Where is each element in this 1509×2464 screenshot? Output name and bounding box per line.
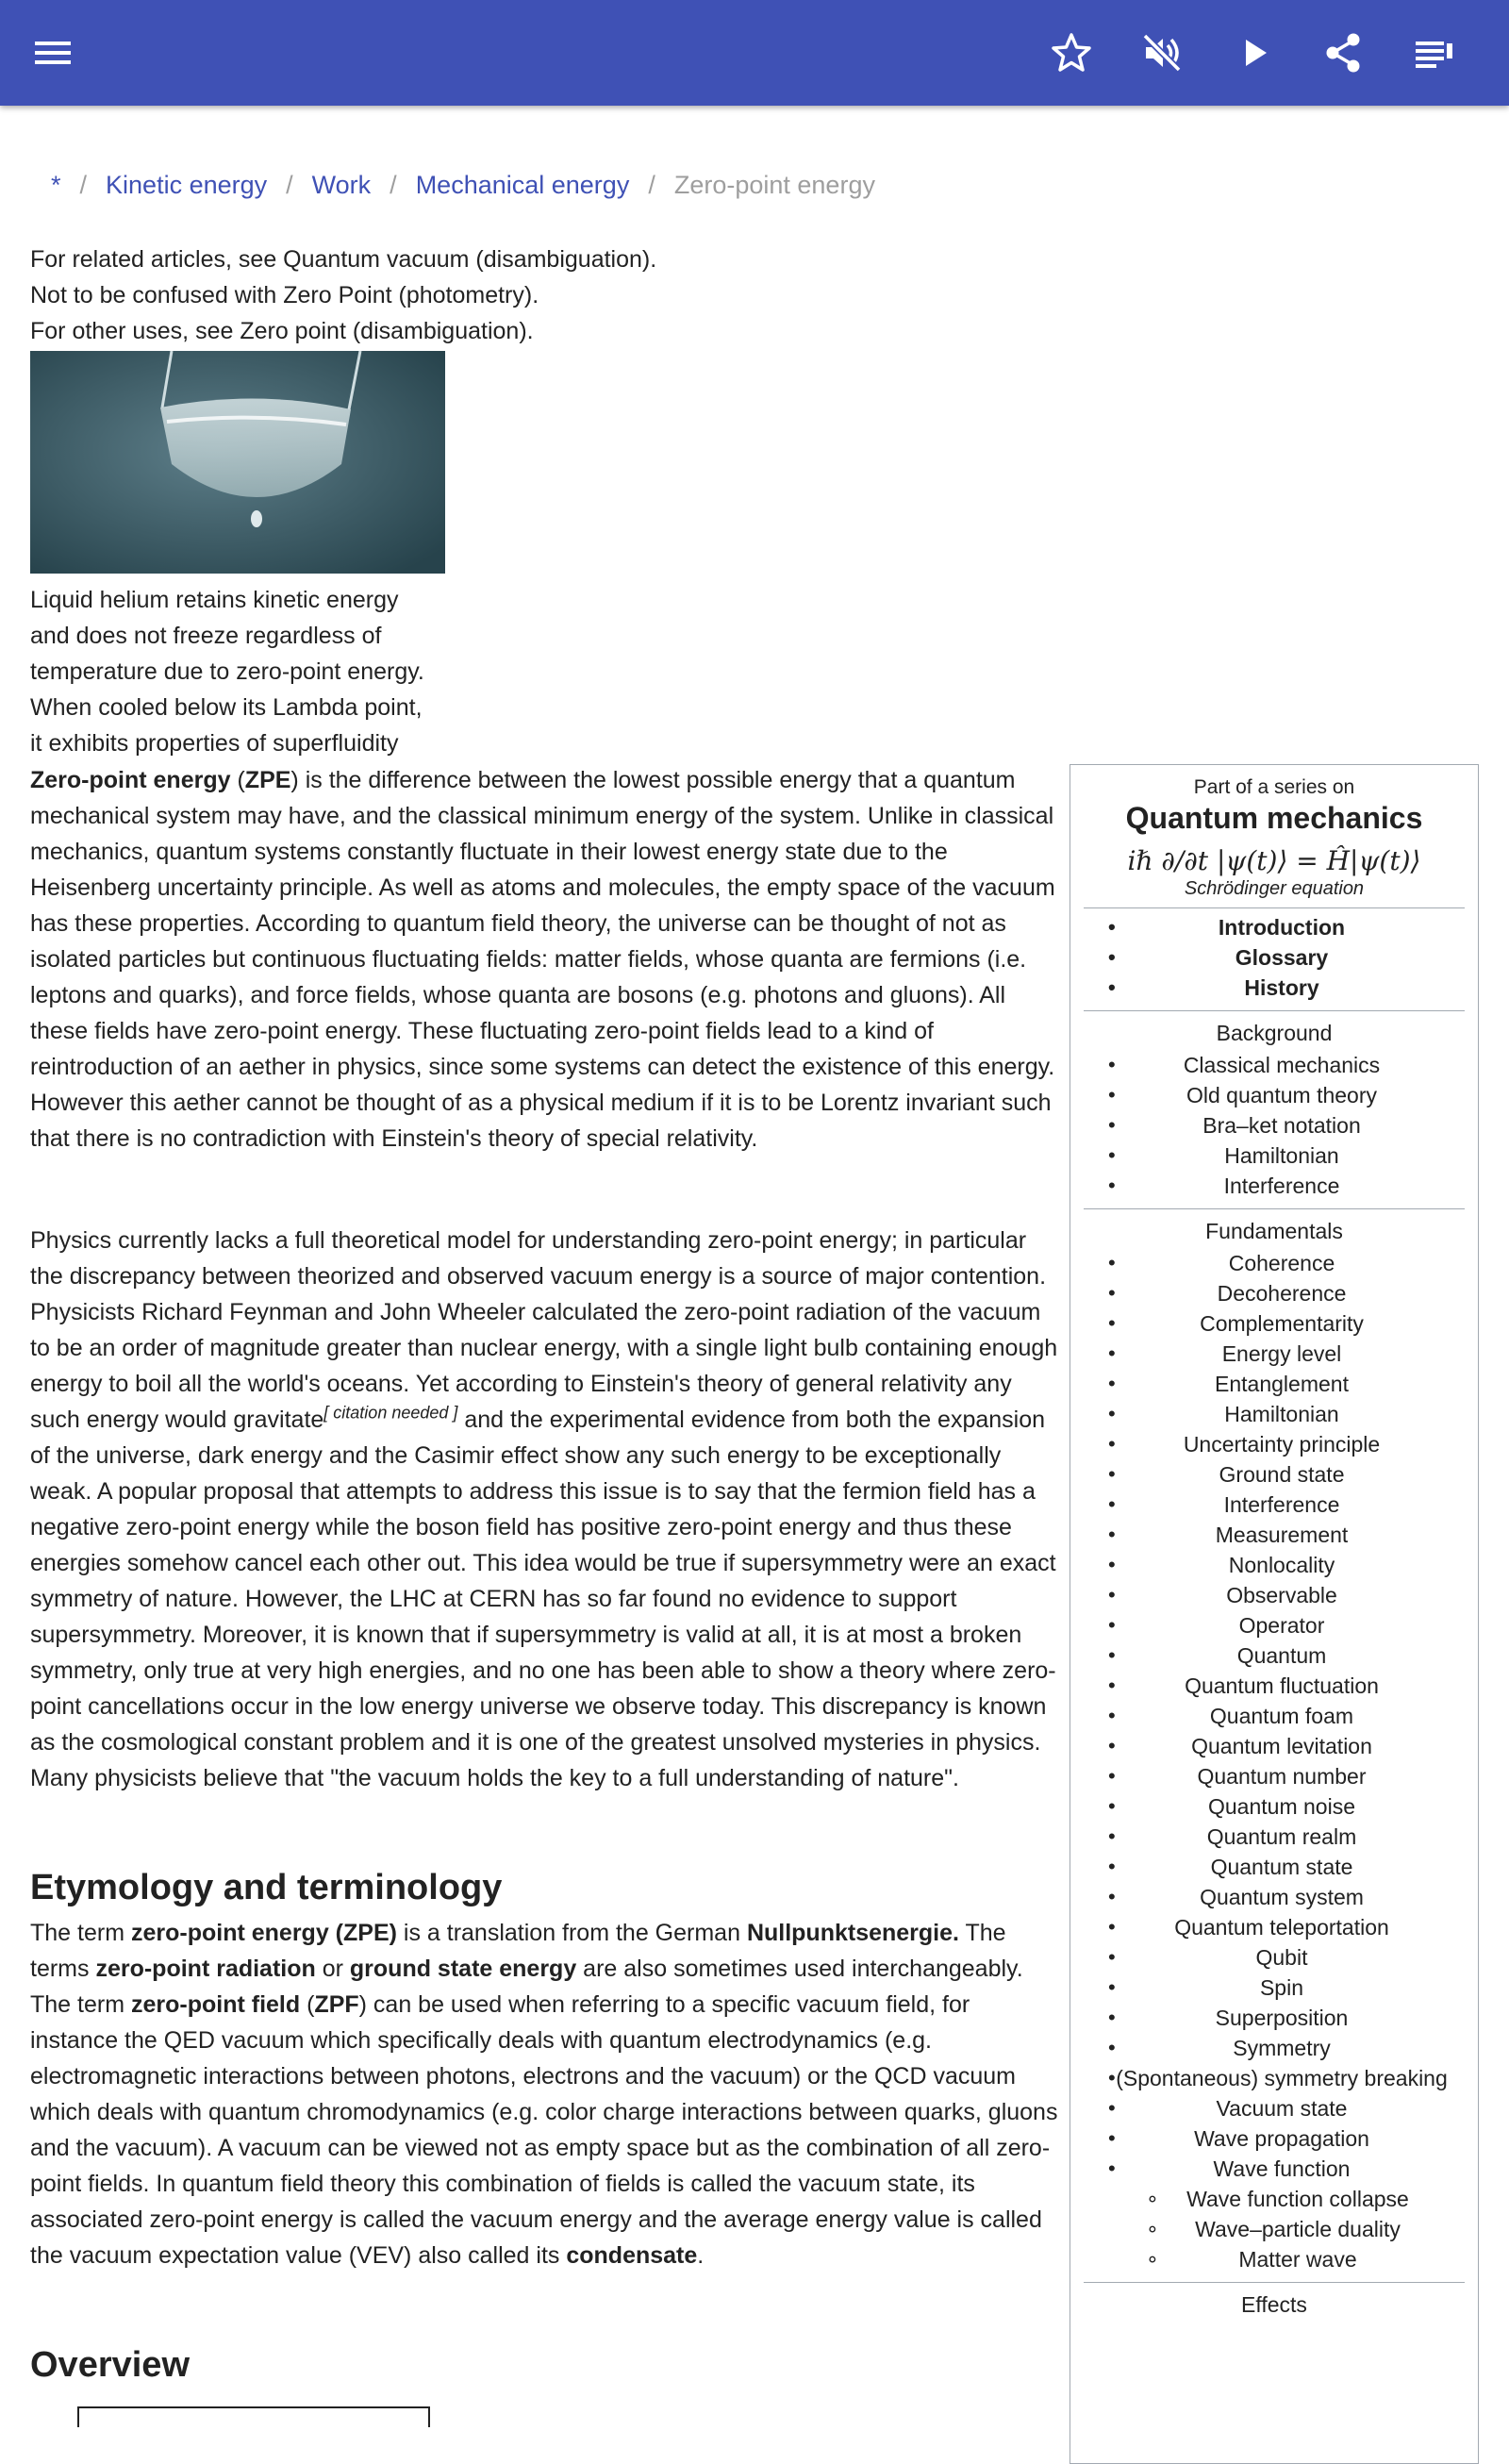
breadcrumb-home[interactable]: * — [51, 171, 61, 200]
sidebar-divider — [1084, 907, 1465, 908]
sidebar-divider — [1084, 1208, 1465, 1209]
sidebar-link[interactable]: • Quantum state — [1070, 1852, 1478, 1882]
breadcrumb-separator: / — [648, 171, 655, 200]
sidebar-link[interactable]: • Wave propagation — [1070, 2123, 1478, 2154]
etymology-text: The term — [30, 1920, 131, 1946]
etymology-text: is a translation from the German — [396, 1920, 747, 1946]
breadcrumb-item-kinetic-energy[interactable]: Kinetic energy — [106, 171, 268, 200]
hatnote-other-uses[interactable]: For other uses, see Zero point (disambiguation). — [30, 318, 534, 344]
sidebar-link[interactable]: • Decoherence — [1070, 1278, 1478, 1308]
hatnote-confused[interactable]: Not to be confused with Zero Point (photometry). — [30, 282, 539, 308]
sidebar-link[interactable]: • Old quantum theory — [1070, 1080, 1478, 1110]
etymology-text: ) can be used when referring to a specific vacuum field, for instance the QED vacuum which specifically deals with quantum electrodynamics (e.g. electromagnetic interactions between photons, electrons and the vacuum) or the QCD vacuum which deals with quantum chromodynamics (e.g. color charge interactions between quarks, gluons and the vacuum). A vacuum can be viewed not as empty space but as the combination of all zero-point fields. In quantum field theory this combination of fields is called the vacuum state, its associated zero-point energy is called the vacuum energy and the average energy value is called the vacuum expectation value (VEV) also called its — [30, 1991, 1058, 2269]
sidebar-top-links — [1070, 912, 1478, 1003]
sidebar-link[interactable]: • Classical mechanics — [1070, 1050, 1478, 1080]
sidebar-link[interactable]: • Quantum teleportation — [1070, 1912, 1478, 1942]
sidebar-link[interactable]: • Quantum foam — [1070, 1701, 1478, 1731]
sidebar-link[interactable]: • Uncertainty principle — [1070, 1429, 1478, 1459]
sidebar-fundamentals-list — [1070, 1248, 1478, 2274]
etymology-paragraph — [30, 1915, 1058, 2273]
sidebar-link[interactable]: • Hamiltonian — [1070, 1140, 1478, 1171]
sidebar-background-heading: Background — [1216, 1021, 1333, 1045]
etymology-heading: Etymology and terminology — [30, 1868, 503, 1907]
physics-text: and the experimental evidence from both the expansion of the universe, dark energy and the Casimir effect show any such energy to be exceptionally weak. A popular proposal that attempts to address this issue is to say that the fermion field has a negative zero-point energy while the boson field has positive zero-point energy and thus these energies somehow cancel each other out. This idea would be true if supersymmetry were an exact symmetry of nature. However, the LHC at CERN has so far found no evidence to support supersymmetry. Moreover, it is known that if supersymmetry is valid at all, it is at most a broken symmetry, only true at very high energies, and no one has been able to show a theory where zero-point cancellations occur in the low energy universe we observe today. This discrepancy is known as the cosmological constant problem and it is one of the greatest unsolved mysteries in physics. Many physicists believe that "the vacuum holds the key to a full understanding of nature". — [30, 1407, 1056, 1791]
caption-line: Liquid helium retains kinetic energy — [30, 587, 399, 613]
sidebar-link[interactable]: • Operator — [1070, 1610, 1478, 1640]
caption-line: When cooled below its Lambda point, — [30, 694, 423, 721]
figure-caption — [30, 582, 445, 761]
sidebar-link[interactable]: • Symmetry — [1070, 2033, 1478, 2063]
intro-text: ) is the difference between the lowest possible energy that a quantum mechanical system may have, and the classical minimum energy of the system. Unlike in classical mechanics, quantum systems constantly fluctuate in their lowest energy state due to the Heisenberg uncertainty principle. As well as atoms and molecules, the empty space of the vacuum has these properties. According to quantum field theory, the universe can be thought of not as isolated particles but continuous fluctuating fields: matter fields, whose quanta are fermions (i.e. leptons and quarks), and force fields, whose quanta are bosons (e.g. photons and gluons). All these fields have zero-point energy. These fluctuating zero-point fields lead to a kind of reintroduction of an aether in physics, since some systems can detect the existence of this energy. However this aether cannot be thought of as a physical medium if it is to be Lorentz invariant such that there is no contradiction with Einstein's theory of special relativity. — [30, 767, 1055, 1152]
breadcrumb-separator: / — [286, 171, 293, 200]
intro-abbr: ZPE — [244, 767, 291, 793]
equation-caption[interactable]: Schrödinger equation — [1184, 878, 1365, 899]
sidebar-link[interactable]: • Quantum system — [1070, 1882, 1478, 1912]
overview-figure — [77, 2406, 430, 2427]
physics-text: Physics currently lacks a full theoretical model for understanding zero-point energy; in particular the discrepancy between theorized and observed vacuum energy is a source of major contention. Physicists Richard Feynman and John Wheeler calculated the zero-point radiation of the vacuum to be an order of magnitude greater than nuclear energy, with a single light bulb containing enough energy to boil all the world's oceans. Yet according to Einstein's theory of general relativity any such energy would gravitate — [30, 1227, 1058, 1433]
sidebar-divider — [1084, 2282, 1465, 2283]
etymology-text: . — [697, 2242, 705, 2269]
sidebar-link[interactable]: • Hamiltonian — [1070, 1399, 1478, 1429]
etymology-bold: zero-point field — [130, 1991, 301, 2018]
sidebar-link[interactable]: ∘ Wave function collapse — [1070, 2184, 1478, 2214]
sidebar-link[interactable]: • Measurement — [1070, 1520, 1478, 1550]
sidebar-link[interactable]: • Spin — [1070, 1973, 1478, 2003]
sidebar-link[interactable]: • Quantum noise — [1070, 1791, 1478, 1822]
sidebar-link[interactable]: • Wave function — [1070, 2154, 1478, 2184]
caption-line: it exhibits properties of superfluidity — [30, 730, 399, 757]
physics-paragraph — [30, 1223, 1058, 1796]
breadcrumb-separator: / — [79, 171, 88, 200]
playlist-icon[interactable] — [1407, 26, 1460, 79]
sidebar-link[interactable]: • Observable — [1070, 1580, 1478, 1610]
sidebar-link[interactable]: • Quantum fluctuation — [1070, 1671, 1478, 1701]
sidebar-link[interactable]: • Quantum — [1070, 1640, 1478, 1671]
liquid-helium-image[interactable] — [30, 351, 445, 574]
sidebar-link[interactable]: • History — [1070, 973, 1478, 1003]
etymology-bold: Nullpunktsenergie. — [746, 1920, 959, 1946]
etymology-bold: ground state energy — [349, 1956, 577, 1982]
mute-icon[interactable] — [1136, 26, 1188, 79]
sidebar-link[interactable]: • Qubit — [1070, 1942, 1478, 1973]
sidebar-link[interactable]: • Ground state — [1070, 1459, 1478, 1490]
overview-heading: Overview — [30, 2345, 190, 2385]
breadcrumb-item-work[interactable]: Work — [311, 171, 372, 200]
breadcrumb-separator: / — [390, 171, 397, 200]
citation-needed[interactable]: [ citation needed ] — [323, 1403, 458, 1423]
sidebar-link[interactable]: • Quantum realm — [1070, 1822, 1478, 1852]
etymology-bold: zero-point energy (ZPE) — [130, 1920, 397, 1946]
sidebar-link[interactable]: • Energy level — [1070, 1339, 1478, 1369]
sidebar-link[interactable]: • Interference — [1070, 1171, 1478, 1201]
play-icon[interactable] — [1227, 26, 1280, 79]
hatnotes — [30, 241, 656, 349]
sidebar-link[interactable]: • (Spontaneous) symmetry breaking — [1070, 2063, 1478, 2093]
sidebar-link[interactable]: • Interference — [1070, 1490, 1478, 1520]
etymology-bold: ZPF — [314, 1991, 359, 2018]
sidebar-link[interactable]: • Entanglement — [1070, 1369, 1478, 1399]
sidebar-fundamentals-heading: Fundamentals — [1205, 1219, 1343, 1243]
etymology-text: or — [315, 1956, 350, 1982]
schrodinger-equation: iℏ ∂/∂t |ψ(t)⟩ = Ĥ|ψ(t)⟩ — [1127, 845, 1421, 876]
share-icon[interactable] — [1317, 26, 1369, 79]
star-icon[interactable] — [1045, 26, 1098, 79]
sidebar-series-label: Part of a series on — [1193, 776, 1355, 798]
sidebar-link[interactable]: • Quantum levitation — [1070, 1731, 1478, 1761]
breadcrumb-current: Zero-point energy — [673, 171, 875, 200]
sidebar-divider — [1084, 1010, 1465, 1011]
sidebar-link[interactable]: • Complementarity — [1070, 1308, 1478, 1339]
sidebar-link[interactable]: • Bra–ket notation — [1070, 1110, 1478, 1140]
intro-paragraph — [30, 762, 1058, 1157]
etymology-text: The terms — [30, 1920, 1006, 1982]
hatnote-related[interactable]: For related articles, see Quantum vacuum (disambiguation). — [30, 246, 657, 273]
sidebar-link[interactable]: • Introduction — [1070, 912, 1478, 942]
app-bar — [0, 0, 1509, 106]
sidebar-link[interactable]: ∘ Wave–particle duality — [1070, 2214, 1478, 2244]
sidebar-title[interactable]: Quantum mechanics — [1125, 801, 1423, 835]
etymology-text: ( — [300, 1991, 315, 2018]
breadcrumb — [51, 170, 875, 200]
etymology-bold: zero-point radiation — [95, 1956, 316, 1982]
sidebar-link[interactable]: • Superposition — [1070, 2003, 1478, 2033]
caption-line: and does not freeze regardless of — [30, 623, 382, 649]
quantum-mechanics-sidebar — [1070, 764, 1479, 2464]
sidebar-link[interactable]: • Glossary — [1070, 942, 1478, 973]
intro-text: ( — [230, 767, 245, 793]
sidebar-background-list — [1070, 1050, 1478, 1201]
breadcrumb-item-mechanical-energy[interactable]: Mechanical energy — [415, 171, 630, 200]
menu-icon[interactable] — [26, 26, 79, 79]
sidebar-link[interactable]: • Nonlocality — [1070, 1550, 1478, 1580]
sidebar-link[interactable]: ∘ Matter wave — [1070, 2244, 1478, 2274]
intro-term: Zero-point energy — [30, 767, 231, 793]
sidebar-link[interactable]: • Coherence — [1070, 1248, 1478, 1278]
caption-line: temperature due to zero-point energy. — [30, 658, 424, 685]
sidebar-link[interactable]: • Vacuum state — [1070, 2093, 1478, 2123]
etymology-text: are also sometimes used interchangeably. The term — [30, 1956, 1023, 2018]
etymology-bold: condensate — [566, 2242, 698, 2269]
sidebar-effects-heading: Effects — [1241, 2292, 1307, 2317]
sidebar-link[interactable]: • Quantum number — [1070, 1761, 1478, 1791]
